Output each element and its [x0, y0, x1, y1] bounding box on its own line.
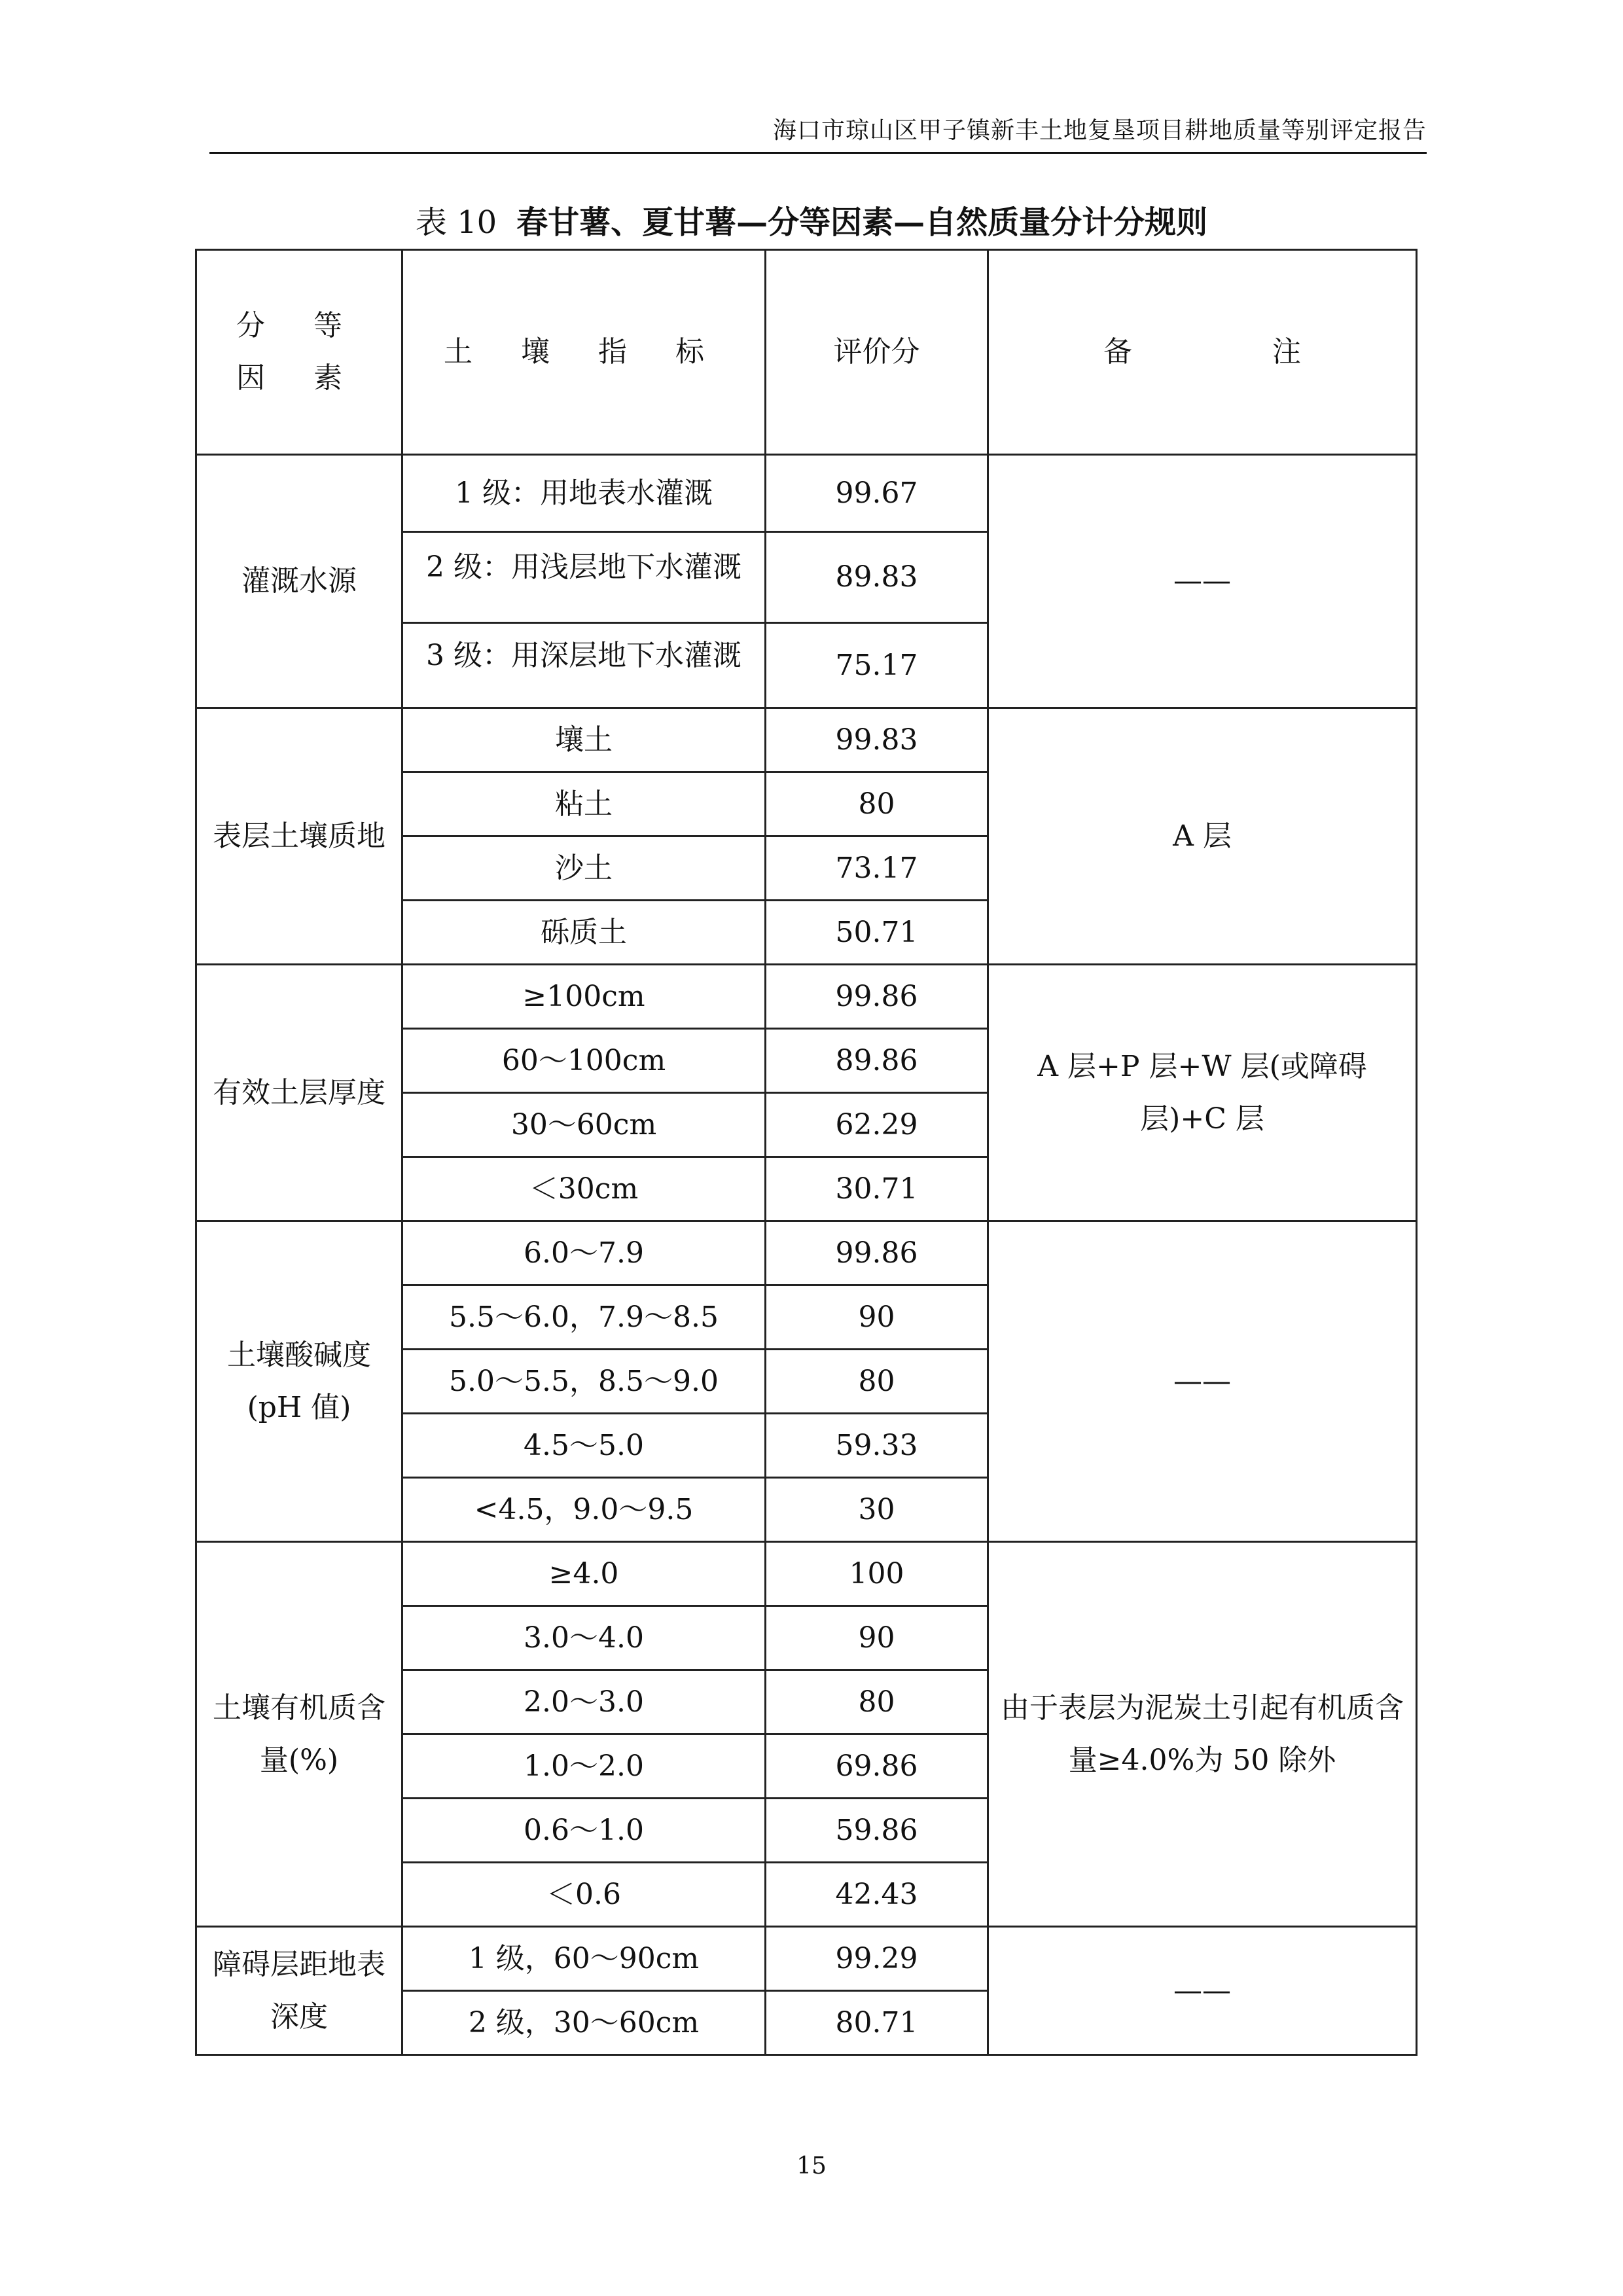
factor-cell: 土壤有机质含量(%) [196, 1542, 402, 1927]
indicator-cell: ＜0.6 [402, 1863, 766, 1927]
table-title-text: 春甘薯、夏甘薯—分等因素—自然质量分计分规则 [516, 204, 1208, 241]
indicator-cell: ≥100cm [402, 965, 766, 1029]
indicator-cell: 5.5～6.0，7.9～8.5 [402, 1285, 766, 1350]
indicator-cell: 砾质土 [402, 901, 766, 965]
score-cell: 99.67 [766, 455, 988, 532]
running-header: 海口市琼山区甲子镇新丰土地复垦项目耕地质量等别评定报告 [772, 117, 1427, 144]
table-row [196, 1542, 1417, 1606]
factor-cell: 表层土壤质地 [196, 708, 402, 965]
score-cell: 59.86 [766, 1799, 988, 1863]
score-cell: 75.17 [766, 623, 988, 708]
indicator-cell: 壤土 [402, 708, 766, 772]
remark-cell: —— [988, 455, 1417, 708]
indicator-text: 3 级：用深层地下水灌溉 [426, 638, 741, 672]
header-rule [209, 152, 1427, 154]
indicator-cell: ＜30cm [402, 1157, 766, 1221]
score-cell: 99.29 [766, 1927, 988, 1991]
remark-cell: —— [988, 1927, 1417, 2055]
remark-cell: A 层 [988, 708, 1417, 965]
score-cell: 73.17 [766, 836, 988, 901]
score-cell: 62.29 [766, 1093, 988, 1157]
header-row [196, 250, 1417, 455]
indicator-cell: 2.0～3.0 [402, 1670, 766, 1734]
score-cell: 30.71 [766, 1157, 988, 1221]
score-cell: 99.86 [766, 965, 988, 1029]
factor-cell: 有效土层厚度 [196, 965, 402, 1221]
indicator-cell: <4.5，9.0～9.5 [402, 1478, 766, 1542]
indicator-cell: 1 级：用地表水灌溉 [402, 455, 766, 532]
factor-cell: 障碍层距地表深度 [196, 1927, 402, 2055]
indicator-cell: 60～100cm [402, 1029, 766, 1093]
factor-cell: 土壤酸碱度(pH 值) [196, 1221, 402, 1542]
header-factor: 分 等 因 素 [196, 250, 402, 455]
indicator-cell: 3.0～4.0 [402, 1606, 766, 1670]
score-cell: 80 [766, 1670, 988, 1734]
remark-cell: A 层+P 层+W 层(或障碍层)+C 层 [988, 965, 1417, 1221]
indicator-cell [402, 623, 766, 708]
score-cell: 80 [766, 1350, 988, 1414]
indicator-cell: 沙土 [402, 836, 766, 901]
indicator-cell: 6.0～7.9 [402, 1221, 766, 1285]
score-cell: 80.71 [766, 1991, 988, 2055]
remark-cell: 由于表层为泥炭土引起有机质含量≥4.0%为 50 除外 [988, 1542, 1417, 1927]
indicator-cell: 0.6～1.0 [402, 1799, 766, 1863]
score-cell: 89.86 [766, 1029, 988, 1093]
indicator-cell: 1 级，60～90cm [402, 1927, 766, 1991]
factor-cell: 灌溉水源 [196, 455, 402, 708]
table-row [196, 965, 1417, 1029]
table-row [196, 455, 1417, 532]
table-row [196, 708, 1417, 772]
score-cell: 90 [766, 1606, 988, 1670]
indicator-cell: 30～60cm [402, 1093, 766, 1157]
indicator-cell: ≥4.0 [402, 1542, 766, 1606]
indicator-cell: 2 级，30～60cm [402, 1991, 766, 2055]
indicator-text: 2 级：用浅层地下水灌溉 [426, 550, 741, 584]
score-cell: 90 [766, 1285, 988, 1350]
score-cell: 30 [766, 1478, 988, 1542]
score-cell: 100 [766, 1542, 988, 1606]
indicator-cell: 粘土 [402, 772, 766, 836]
score-cell: 42.43 [766, 1863, 988, 1927]
header-indicator: 土 壤 指 标 [402, 250, 766, 455]
scoring-table [195, 249, 1418, 2056]
score-cell: 80 [766, 772, 988, 836]
table-number: 表 10 [415, 204, 497, 241]
remark-cell: —— [988, 1221, 1417, 1542]
score-cell: 59.33 [766, 1414, 988, 1478]
table-row [196, 1927, 1417, 1991]
score-cell: 99.83 [766, 708, 988, 772]
score-cell: 99.86 [766, 1221, 988, 1285]
page-number: 15 [796, 2153, 827, 2179]
score-cell: 89.83 [766, 532, 988, 623]
indicator-cell [402, 532, 766, 623]
table-title [0, 196, 1623, 249]
score-cell: 69.86 [766, 1734, 988, 1799]
score-cell: 50.71 [766, 901, 988, 965]
indicator-cell: 1.0～2.0 [402, 1734, 766, 1799]
indicator-cell: 4.5～5.0 [402, 1414, 766, 1478]
header-remark: 备 注 [988, 250, 1417, 455]
indicator-cell: 5.0～5.5，8.5～9.0 [402, 1350, 766, 1414]
table-row [196, 1221, 1417, 1285]
header-score: 评价分 [766, 250, 988, 455]
